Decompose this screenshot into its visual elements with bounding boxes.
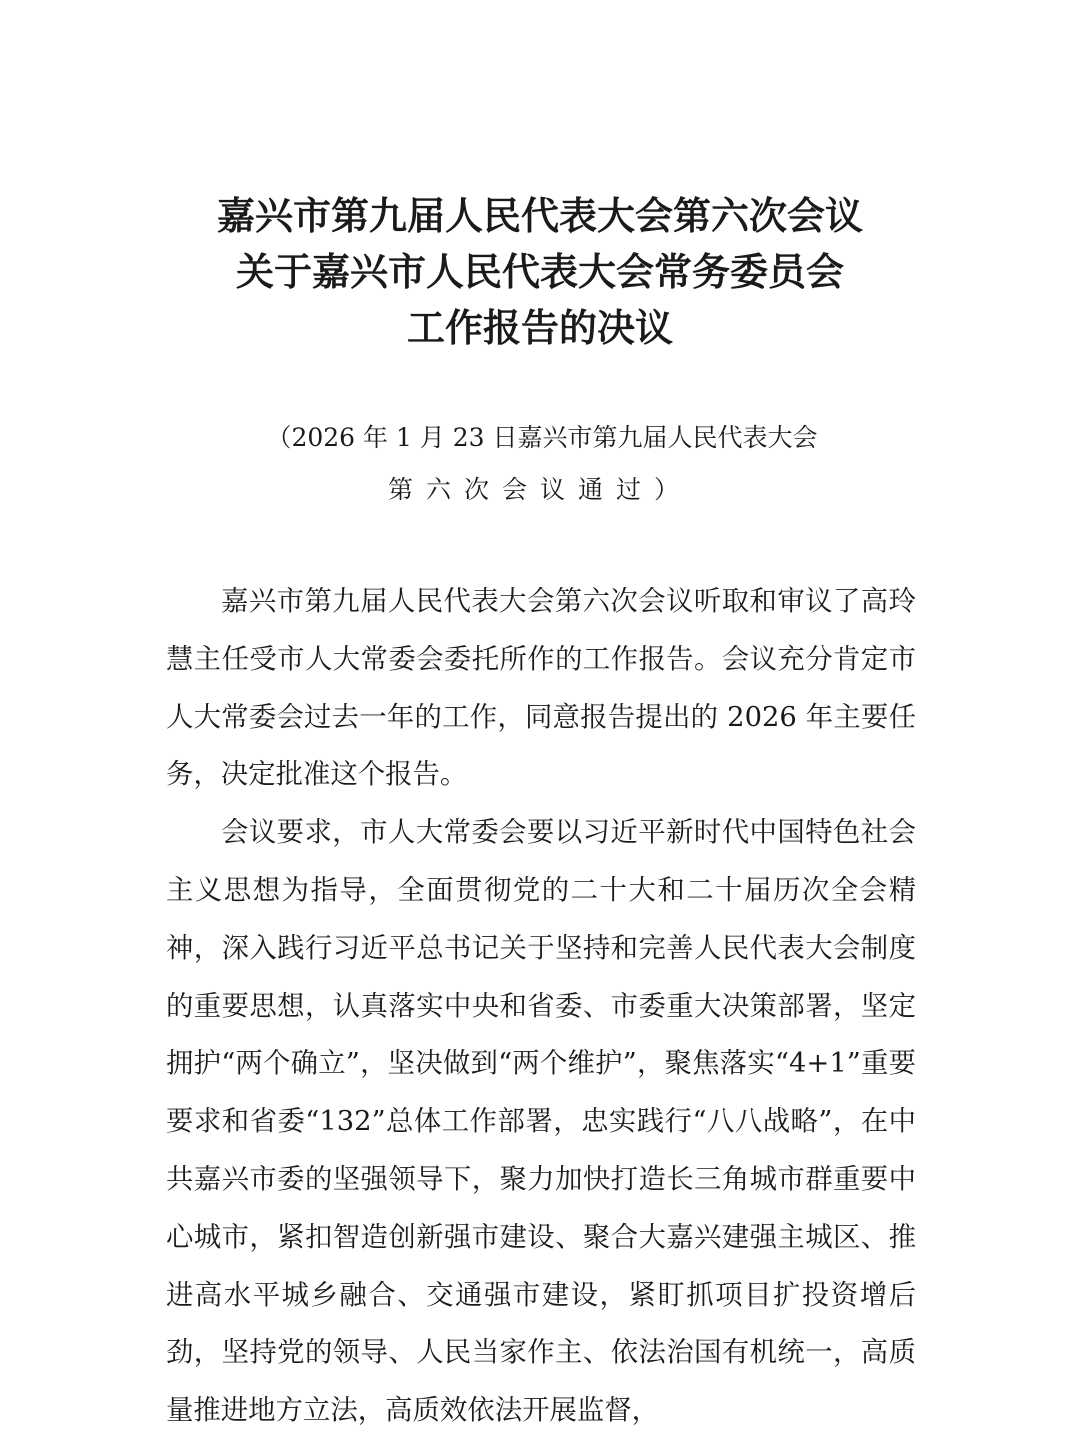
title-line-1: 嘉兴市第九届人民代表大会第六次会议 [216, 193, 863, 238]
title-line-3: 工作报告的决议 [406, 305, 673, 350]
title-line-2: 关于嘉兴市人民代表大会常务委员会 [235, 249, 844, 294]
body-paragraph-1: 嘉兴市第九届人民代表大会第六次会议听取和审议了高玲慧主任受市人大常委会委托所作的工作报告。会议充分肯定市人大常委会过去一年的工作，同意报告提出的 2026 年主要任务，决定批准这个报告。 [166, 586, 916, 791]
body-paragraph-2: 会议要求，市人大常委会要以习近平新时代中国特色社会主义思想为指导，全面贯彻党的二十大和二十届历次全会精神，深入践行习近平总书记关于坚持和完善人民代表大会制度的重要思想，认真落实中央和省委、市委重大决策部署，坚定拥护“两个确立”，坚决做到“两个维护”，聚焦落实“4+1”重要要求和省委“132”总体工作部署，忠实践行“八八战略”，在中共嘉兴市委的坚强领导下，聚力加快打造长三角城市群重要中心城市，紧扣智造创新强市建设、聚合大嘉兴建强主城区、推进高水平城乡融合、交通强市建设，紧盯抓项目扩投资增后劲，坚持党的领导、人民当家作主、依法治国有机统一，高质量推进地方立法，高质效依法开展监督， [166, 817, 916, 1427]
document-body [166, 573, 916, 1440]
document-title [0, 188, 1080, 356]
adoption-note-line-2: 第六次会议通过） [387, 475, 692, 504]
adoption-note [0, 412, 1080, 516]
adoption-note-line-1: （2026 年 1 月 23 日嘉兴市第九届人民代表大会 [266, 423, 818, 452]
